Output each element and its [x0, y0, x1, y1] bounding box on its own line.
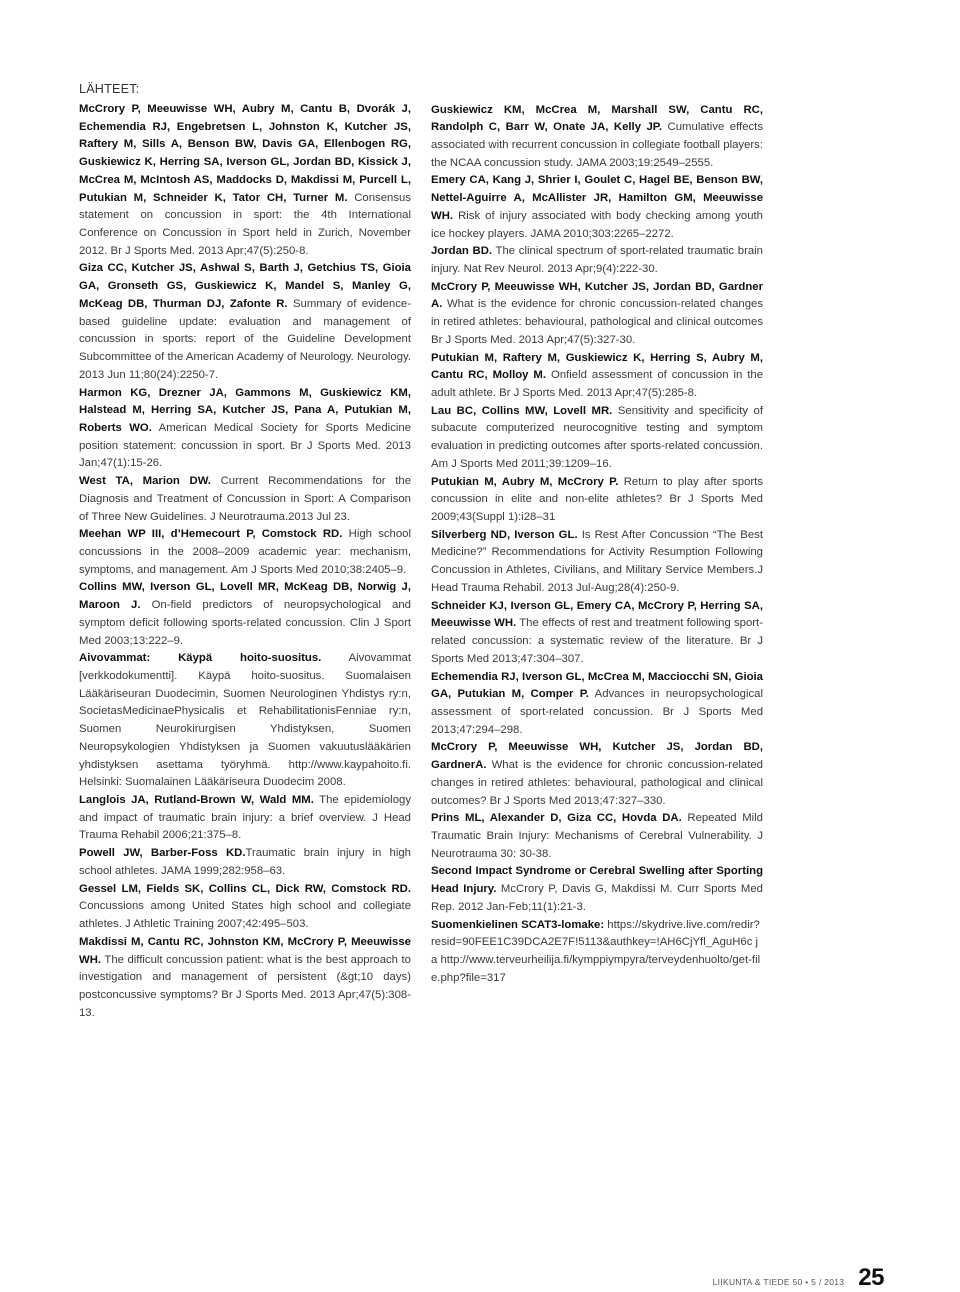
- reference-authors: West TA, Marion DW.: [79, 475, 211, 488]
- reference-item: [79, 473, 411, 526]
- references-right-column: [431, 102, 763, 988]
- reference-text: The difficult concussion patient: what is the best approach to investigation and management of persistent (&gt;10 days) postconcussive symptoms? Br J Sports Med. 2013 Apr;47(5):308-13.: [79, 953, 411, 1019]
- reference-authors: Echemendia RJ, Iverson GL, McCrea M, Macciocchi SN, Gioia GA, Putukian M, Comper P.: [431, 670, 763, 701]
- reference-authors: Putukian M, Aubry M, McCrory P.: [431, 475, 619, 488]
- reference-item: [431, 810, 763, 863]
- reference-text: Consensus statement on concussion in sport: the 4th International Conference on Concussion in Sport held in Zurich, November 2012. Br J Sports Med. 2013 Apr;47(5):250-8.: [79, 191, 411, 257]
- reference-item: [431, 863, 763, 916]
- reference-text: Traumatic brain injury in high school athletes. JAMA 1999;282:958–63.: [79, 847, 411, 877]
- reference-authors: Emery CA, Kang J, Shrier I, Goulet C, Hagel BE, Benson BW, Nettel-Aguirre A, McAllister JR, Hamilton GM, Meeuwisse WH.: [431, 174, 763, 222]
- reference-item: [431, 739, 763, 810]
- scat3-label: Suomenkielinen SCAT3-lomake:: [431, 918, 605, 931]
- reference-item: [431, 474, 763, 527]
- reference-item: [431, 403, 763, 474]
- reference-text: What is the evidence for chronic concussion-related changes in retired athletes: behavioural, pathological and clinical outcomes? Br J Sports Med 2013;47:327–330.: [431, 759, 763, 807]
- reference-text: Cumulative effects associated with recurrent concussion in collegiate football players: the NCAA concussion study. JAMA 2003;19:2549–2555.: [431, 121, 763, 169]
- reference-item: [79, 792, 411, 845]
- reference-authors: Schneider KJ, Iverson GL, Emery CA, McCrory P, Herring SA, Meeuwisse WH.: [431, 599, 763, 630]
- reference-authors: Second Impact Syndrome or Cerebral Swelling after Sporting Head Injury.: [431, 865, 763, 896]
- reference-authors: McCrory P, Meeuwisse WH, Kutcher JS, Jordan BD, GardnerA.: [431, 741, 763, 772]
- reference-authors: McCrory P, Meeuwisse WH, Aubry M, Cantu B, Dvorák J, Echemendia RJ, Engebretsen L, Johnston K, Kutcher JS, Raftery M, Sills A, Benson BW, Davis GA, Ellenbogen RG, Guskiewicz K, Herring SA, Iverson GL, Jordan BD, Kissick J, McCrea M, McIntosh AS, Maddocks D, Makdissi M, Purcell L, Putukian M, Schneider K, Tator CH, Turner M.: [79, 103, 411, 204]
- reference-authors: Meehan WP III, d’Hemecourt P, Comstock RD.: [79, 528, 343, 541]
- reference-text: American Medical Society for Sports Medicine position statement: concussion in sport. Br J Sports Med. 2013 Jan;47(1):15-26.: [79, 421, 412, 470]
- reference-item: [79, 526, 411, 579]
- reference-text: Onfield assessment of concussion in the adult athlete. Br J Sports Med. 2013 Apr;47(5):285-8.: [431, 369, 764, 399]
- reference-text: The epidemiology and impact of traumatic brain injury: a brief overview. J Head Trauma Rehabil 2006;21:375–8.: [79, 794, 411, 842]
- reference-item: [431, 350, 763, 403]
- reference-text: Advances in neuropsychological assessment of sport-related concussion. Br J Sports Med 2013;47:294–298.: [431, 688, 763, 736]
- reference-text: Sensitivity and specificity of subacute computerized neurocognitive testing and symptom evaluation in predicting outcomes after sports-related concussion. Am J Sports Med 2011;39:1209–16.: [431, 404, 763, 470]
- reference-item: [79, 101, 411, 260]
- reference-text: The clinical spectrum of sport-related traumatic brain injury. Nat Rev Neurol. 2013 Apr;9(4):222-30.: [431, 245, 763, 275]
- scat3-urls[interactable]: https://skydrive.live.com/redir?resid=90FEE1C39DCA2E7F!5113&authkey=!AH6CjYfl_AguH6c ja http://www.terveurheilija.fi/kymppiympyra/terveydenhuolto/get-file.php?file=317: [431, 918, 761, 984]
- reference-text: Risk of injury associated with body checking among youth ice hockey players. JAMA 2010;303:2265–2272.: [431, 209, 763, 240]
- journal-issue: LIIKUNTA & TIEDE 50 • 5 / 2013: [712, 1277, 845, 1287]
- reference-item: [79, 845, 411, 880]
- reference-authors: Jordan BD.: [431, 245, 493, 258]
- reference-item: [431, 172, 763, 243]
- reference-authors: Prins ML, Alexander D, Giza CC, Hovda DA.: [431, 812, 682, 825]
- reference-text: Concussions among United States high school and collegiate athletes. J Athletic Training 2007;42:495–503.: [79, 900, 411, 931]
- reference-authors: Powell JW, Barber-Foss KD.: [79, 847, 246, 860]
- reference-authors: Collins MW, Iverson GL, Lovell MR, McKeag DB, Norwig J, Maroon J.: [79, 581, 411, 612]
- page-footer: [713, 1264, 884, 1292]
- reference-item: [431, 669, 763, 740]
- reference-item: [79, 385, 411, 474]
- reference-text: Return to play after sports concussion in elite and non-elite athletes? Br J Sports Med 2009;43(Suppl 1):i28–31: [431, 475, 763, 524]
- reference-authors: Guskiewicz KM, McCrea M, Marshall SW, Cantu RC, Randolph C, Barr W, Onate JA, Kelly JP.: [431, 103, 763, 134]
- reference-authors: McCrory P, Meeuwisse WH, Kutcher JS, Jordan BD, Gardner A.: [431, 280, 763, 311]
- reference-text: What is the evidence for chronic concussion-related changes in retired athletes: behavioural, pathological and clinical outcomes Br J Sports Med. 2013 Apr;47(5):327-30.: [431, 298, 763, 346]
- page-number: 25: [858, 1264, 884, 1291]
- reference-item: [79, 650, 411, 792]
- reference-text: Repeated Mild Traumatic Brain Injury: Mechanisms of Cerebral Vulnerability. J Neurotrauma 30: 30-38.: [431, 812, 763, 860]
- reference-text: On-field predictors of neuropsychological and symptom deficit following sports-related concussion. Clin J Sport Med 2003;13:222–9.: [79, 599, 411, 647]
- references-heading: LÄHTEET:: [79, 82, 140, 96]
- reference-text: Aivovammat [verkkodokumentti]. Käypä hoito-suositus. Suomalaisen Lääkäriseuran Duodecimin, Suomen Neurologinen Yhdistys ry:n, SocietasMedicinaePhysicalis et RehabilitationisFenniae ry:n, Suomen Neurokirurgisen Yhdistyksen, Suomen Neuropsykologien Yhdistyksen ja Suomen vakuutuslääkärien yhdistyksen asettama työryhmä. http://www.kaypahoito.fi. Helsinki: Suomalainen Lääkäriseura Duodecim 2008.: [79, 652, 411, 789]
- reference-text: Is Rest After Concussion “The Best Medicine?” Recommendations for Activity Resumption Following Concussion in Athletes, Civilians, and Military Service Members.J Head Trauma Rehabil. 2013 Jul-Aug;28(4):250-9.: [431, 528, 763, 594]
- reference-item: [79, 260, 411, 384]
- reference-item: [79, 881, 411, 934]
- reference-item: [431, 598, 763, 669]
- reference-item: [79, 934, 411, 1023]
- reference-item: [431, 279, 763, 350]
- reference-authors: Langlois JA, Rutland-Brown W, Wald MM.: [79, 794, 314, 807]
- reference-text: The effects of rest and treatment following sport-related concussion: a systematic review of the literature. Br J Sports Med 2013;47:304–307.: [431, 617, 763, 665]
- reference-authors: Giza CC, Kutcher JS, Ashwal S, Barth J, Getchius TS, Gioia GA, Gronseth GS, Guskiewicz K, Mandel S, Manley G, McKeag DB, Thurman DJ, Zafonte R.: [79, 262, 411, 310]
- references-left-column: [79, 101, 411, 1022]
- reference-authors: Makdissi M, Cantu RC, Johnston KM, McCrory P, Meeuwisse WH.: [79, 935, 411, 966]
- reference-text: McCrory P, Davis G, Makdissi M. Curr Sports Med Rep. 2012 Jan-Feb;11(1):21-3.: [431, 883, 763, 913]
- reference-authors: Lau BC, Collins MW, Lovell MR.: [431, 404, 613, 417]
- reference-item: [79, 579, 411, 650]
- reference-authors: Putukian M, Raftery M, Guskiewicz K, Herring S, Aubry M, Cantu RC, Molloy M.: [431, 351, 763, 382]
- reference-item: [431, 527, 763, 598]
- reference-authors: Harmon KG, Drezner JA, Gammons M, Guskiewicz KM, Halstead M, Herring SA, Kutcher JS, Pana A, Putukian M, Roberts WO.: [79, 386, 411, 434]
- reference-item: [431, 243, 763, 278]
- reference-item: [431, 102, 763, 173]
- reference-authors: Aivovammat: Käypä hoito-suositus.: [79, 652, 322, 665]
- reference-text: Current Recommendations for the Diagnosis and Treatment of Concussion in Sport: A Comparison of Three New Guidelines. J Neurotrauma.2013 Jul 23.: [79, 475, 411, 523]
- reference-authors: Gessel LM, Fields SK, Collins CL, Dick RW, Comstock RD.: [79, 882, 411, 895]
- reference-text: Summary of evidence-based guideline update: evaluation and management of concussion in sports: report of the Guideline Development Subcommittee of the American Academy of Neurology. Neurology. 2013 Jun 11;80(24):2250-7.: [79, 297, 411, 381]
- scat3-form-links: [431, 917, 763, 988]
- reference-text: High school concussions in the 2008–2009 academic year: mechanism, symptoms, and management. Am J Sports Med 2010;38:2405–9.: [79, 528, 411, 576]
- reference-authors: Silverberg ND, Iverson GL.: [431, 528, 578, 541]
